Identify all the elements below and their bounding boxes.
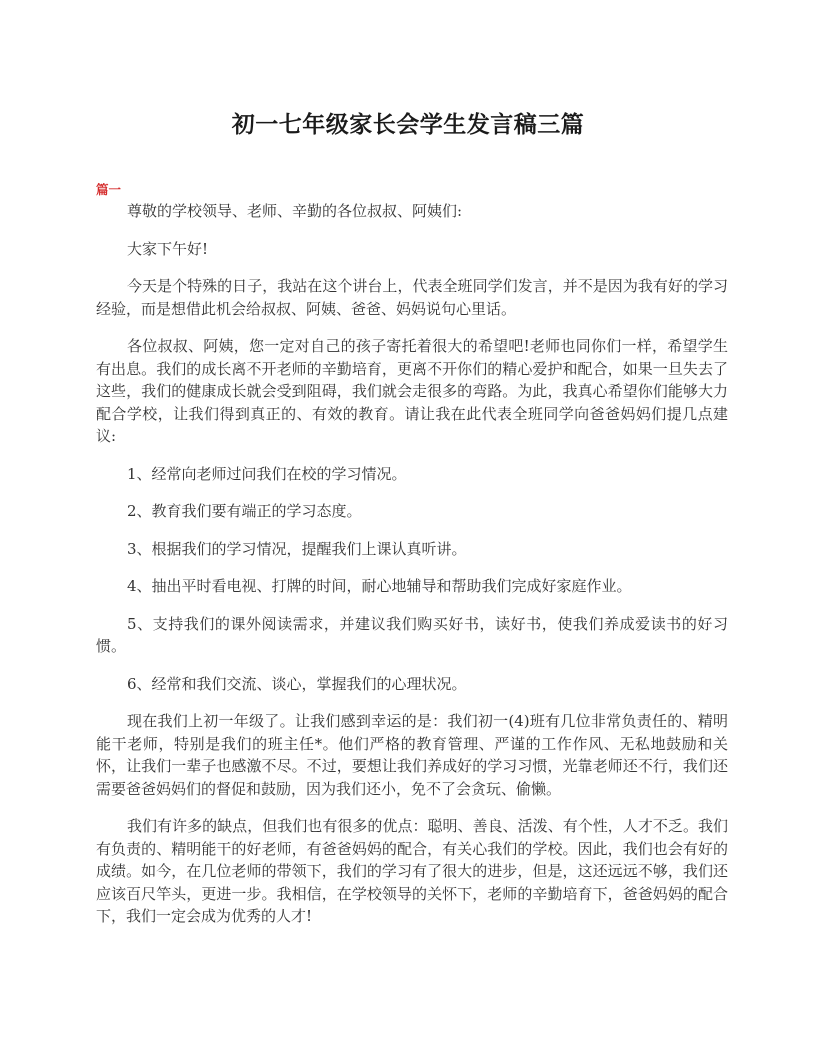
list-item-1: 1、经常向老师过问我们在校的学习情况。 [127, 464, 407, 483]
section-marker-pian-yi: 篇一 [96, 182, 122, 197]
list-item-6: 6、经常和我们交流、谈心，掌握我们的心理状况。 [127, 674, 467, 693]
paragraph-greeting: 大家下午好! [127, 239, 209, 258]
list-item-3: 3、根据我们的学习情况，提醒我们上课认真听讲。 [127, 539, 467, 558]
list-item-4: 4、抽出平时看电视、打牌的时间，耐心地辅导和帮助我们完成好家庭作业。 [127, 577, 632, 595]
paragraph-intro: 今天是个特殊的日子，我站在这个讲台上，代表全班同学们发言，并不是因为我有好的学习经验，而是想借此机会给叔叔、阿姨、爸爸、妈妈说句心里话。 [96, 277, 728, 318]
page-title: 初一七年级家长会学生发言稿三篇 [231, 112, 585, 139]
document-body [96, 182, 728, 928]
list-item-2: 2、教育我们要有端正的学习态度。 [127, 502, 362, 520]
paragraph-salutation: 尊敬的学校领导、老师、辛勤的各位叔叔、阿姨们: [127, 202, 463, 220]
list-item-5: 5、支持我们的课外阅读需求，并建议我们购买好书，读好书，使我们养成爱读书的好习惯。 [96, 614, 728, 655]
paragraph-conclusion: 我们有许多的缺点，但我们也有很多的优点：聪明、善良、活泼、有个性，人才不乏。我们有负责的、精明能干的好老师，有爸爸妈妈的配合，有关心我们的学校。因此，我们也会有好的成绩。如今，在几位老师的带领下，我们的学习有了很大的进步，但是，这还远远不够，我们还应该百尺竿头，更进一步。我相信，在学校领导的关怀下，老师的辛勤培育下，爸爸妈妈的配合下，我们一定会成为优秀的人才! [96, 817, 728, 925]
paragraph-hopes: 各位叔叔、阿姨，您一定对自己的孩子寄托着很大的希望吧!老师也同你们一样，希望学生有出息。我们的成长离不开老师的辛勤培育，更离不开你们的精心爱护和配合，如果一旦失去了这些，我们的健康成长就会受到阻碍，我们就会走很多的弯路。为此，我真心希望你们能够大力配合学校，让我们得到真正的、有效的教育。请让我在此代表全班同学向爸爸妈妈们提几点建议: [96, 337, 728, 445]
paragraph-class-teachers: 现在我们上初一年级了。让我们感到幸运的是：我们初一(4)班有几位非常负责任的、精明能干老师，特别是我们的班主任*。他们严格的教育管理、严谨的工作作风、无私地鼓励和关怀，让我们一辈子也感激不尽。不过，要想让我们养成好的学习习惯，光靠老师还不行，我们还需要爸爸妈妈们的督促和鼓励，因为我们还小，免不了会贪玩、偷懒。 [96, 712, 728, 798]
